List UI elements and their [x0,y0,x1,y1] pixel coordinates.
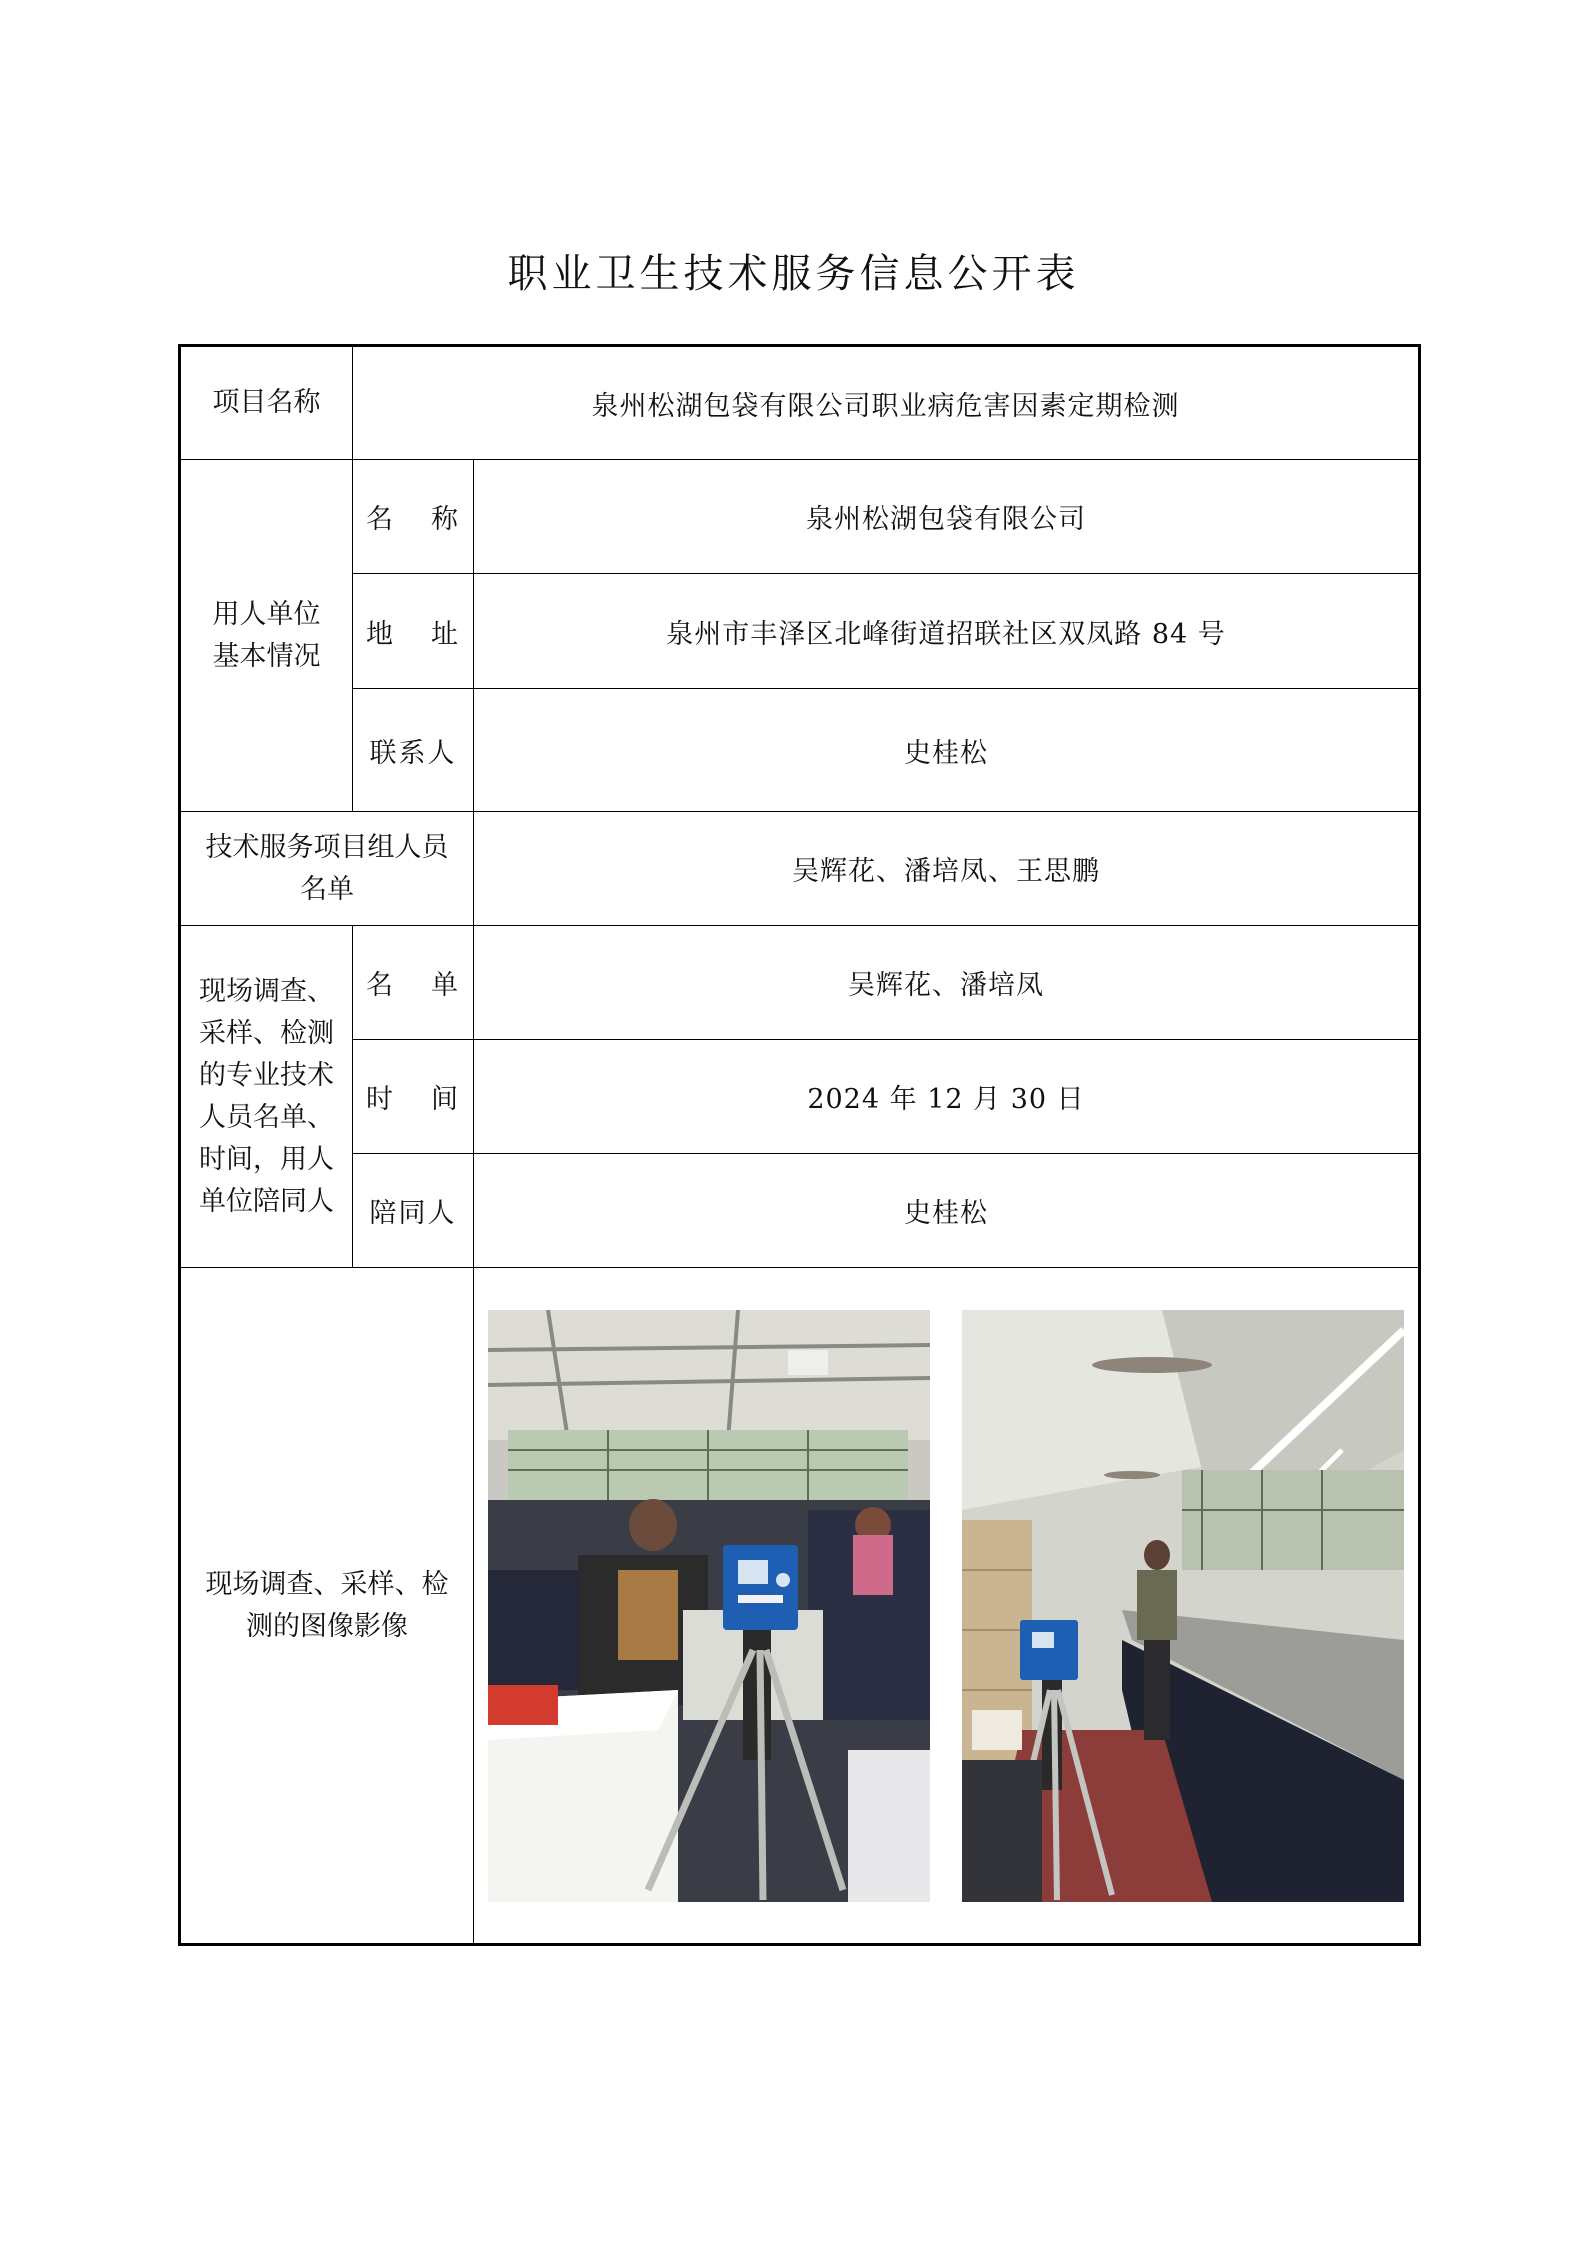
site-photo-1 [488,1310,930,1902]
survey-label-line: 时间，用人 [199,1143,334,1175]
row-project [180,346,1420,460]
project-label: 项目名称 [180,346,353,460]
site-photo-2 [962,1310,1404,1902]
site-photo-1-image [488,1310,930,1902]
images-label [180,1268,474,1945]
survey-label-line: 人员名单、 [199,1101,334,1133]
info-table [178,344,1421,1946]
team-label-line1: 技术服务项目组人员 [205,831,449,863]
survey-list-label [353,926,474,1040]
employer-address-label [353,574,474,689]
survey-time-label [353,1040,474,1154]
employer-address-label-b: 址 [431,618,460,650]
employer-address-label-a: 地 [366,618,395,650]
survey-time-value: 2024 年 12 月 30 日 [474,1040,1420,1154]
images-cell [474,1268,1420,1945]
survey-label-line: 现场调查、 [199,975,334,1007]
site-photo-2-image [962,1310,1404,1902]
survey-escort-value: 史桂松 [474,1154,1420,1268]
team-value: 吴辉花、潘培凤、王思鹏 [474,812,1420,926]
survey-label-line: 的专业技术 [199,1059,334,1091]
survey-label-line: 采样、检测 [199,1017,334,1049]
survey-label-line: 单位陪同人 [199,1185,334,1217]
employer-label-line1: 用人单位 [212,598,321,630]
employer-name-value: 泉州松湖包袋有限公司 [474,460,1420,574]
project-value: 泉州松湖包袋有限公司职业病危害因素定期检测 [353,346,1420,460]
row-images [180,1268,1420,1945]
survey-time-label-b: 间 [431,1084,460,1115]
employer-name-label-a: 名 [366,504,395,535]
row-survey-time [180,1040,1420,1154]
row-survey-list [180,926,1420,1040]
employer-label [180,460,353,812]
photos [474,1310,1418,1902]
row-employer-name [180,460,1420,574]
images-label-line2: 测的图像影像 [246,1610,408,1642]
page-title: 职业卫生技术服务信息公开表 [507,251,1080,297]
row-employer-address [180,574,1420,689]
employer-contact-label: 联系人 [353,689,474,812]
survey-list-label-a: 名 [366,970,395,1001]
survey-label [180,926,353,1268]
employer-contact-value: 史桂松 [474,689,1420,812]
survey-list-value: 吴辉花、潘培凤 [474,926,1420,1040]
row-survey-escort [180,1154,1420,1268]
row-team [180,812,1420,926]
images-label-line1: 现场调查、采样、检 [205,1568,449,1600]
employer-address-value: 泉州市丰泽区北峰街道招联社区双凤路 84 号 [474,574,1420,689]
team-label-line2: 名单 [300,873,354,905]
survey-time-label-a: 时 [366,1084,395,1115]
employer-name-label-b: 称 [431,504,460,535]
row-employer-contact [180,689,1420,812]
survey-escort-label: 陪同人 [353,1154,474,1268]
employer-name-label [353,460,474,574]
employer-label-line2: 基本情况 [212,640,321,672]
survey-list-label-b: 单 [431,970,460,1001]
team-label [180,812,474,926]
